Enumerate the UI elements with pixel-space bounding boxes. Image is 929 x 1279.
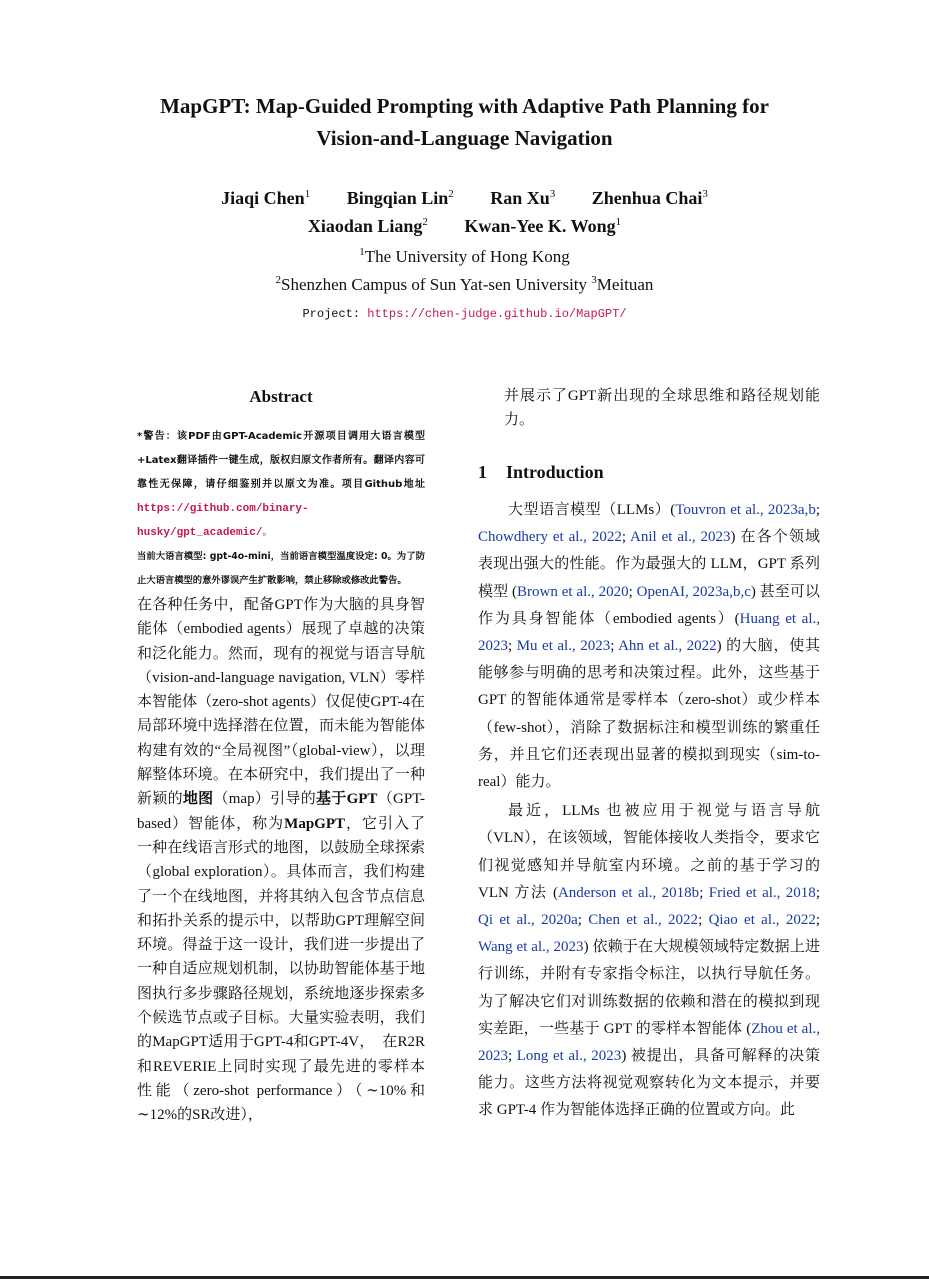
paper-title	[0, 90, 929, 154]
author: Jiaqi Chen$^1$	[221, 188, 311, 208]
citation[interactable]: Qi et al., 2020a	[478, 912, 578, 929]
affiliation-1: $^1$The University of Hong Kong	[359, 246, 570, 266]
project-link[interactable]: https://chen-judge.github.io/MapGPT/	[367, 307, 627, 321]
translation-warning: *警告：该PDF由GPT-Academic开源项目调用大语言模型+Latex翻译插件一键生成，版权归原文作者所有。翻译内容可靠性无保障，请仔细鉴别并以原文为准。项目Github地址 https://github.com/binary-husky/gpt_academic/。 当前大语言模型: gpt-4o-mini，当前语言模型温度设定: 0。为了防止大语言模型的意外谬误产生扩散影响，禁止移除或修改此警告。	[137, 431, 425, 586]
citation[interactable]: Anil et al., 2023	[630, 529, 731, 546]
title-line-2: Vision-and-Language Navigation	[316, 126, 613, 150]
right-column	[478, 384, 820, 1125]
abstract-body: 在各种任务中，配备GPT作为大脑的具身智能体（embodied agents）展现了卓越的决策和泛化能力。然而，现有的视觉与语言导航（vision-and-language navigation, VLN）零样本智能体（zero-shot agents）仅促使GPT-4在局部环境中选择潜在位置，而未能为智能体构建有效的“全局视图”（global-view），以理解整体环境。在本研究中，我们提出了一种新颖的地图（map）引导的基于GPT（GPT-based）智能体，称为MapGPT，它引入了一种在线语言形式的地图，以鼓励全球探索（global exploration）。具体而言，我们构建了一个在线地图，并将其纳入包含节点信息和拓扑关系的提示中，以帮助GPT理解空间环境。得益于这一设计，我们进一步提出了一种自适应规划机制，以协助智能体基于地图执行多步骤路径规划，系统地逐步探索多个候选节点或子目标。大量实验表明，我们的MapGPT适用于GPT-4和GPT-4V， 在R2R和REVERIE上同时实现了最先进的零样本性能（zero-shot performance）（∼10%和∼12%的SR改进），	[137, 597, 425, 1124]
affiliation-2-3: $^2$Shenzhen Campus of Sun Yat-sen University $^3$Meituan	[275, 274, 654, 294]
abstract-heading: Abstract	[249, 387, 313, 406]
citation[interactable]: Mu et al., 2023	[516, 638, 611, 655]
author: Kwan-Yee K. Wong$^1$	[464, 216, 622, 236]
intro-paragraph-2: 最近，LLMs 也被应用于视觉与语言导航（VLN），在该领域，智能体接收人类指令，要求它们视觉感知并导航室内环境。之前的基于学习的 VLN 方法 (Anderson et al., 2018b; Fried et al., 2018; Qi et al., 2020a; Chen et al., 2022; Qiao et al., 2022; Wang et al., 2023) 依赖于在大规模领域特定数据上进行训练，并附有专家指令标注，以执行导航任务。为了解决它们对训练数据的依赖和潜在的模拟到现实差距，一些基于 GPT 的零样本智能体 (Zhou et al., 2023; Long et al., 2023) 被提出，具备可解释的决策能力。这些方法将视觉观察转化为文本提示，并要求 GPT-4 作为智能体选择正确的位置或方向。此	[478, 803, 821, 1119]
github-link[interactable]: https://github.com/binary-husky/gpt_academic/	[137, 503, 309, 539]
citation[interactable]: Fried et al., 2018	[708, 884, 816, 901]
citation[interactable]: Huang et al., 2023	[478, 610, 821, 655]
project-line: Project: https://chen-judge.github.io/MapGPT/	[302, 307, 627, 321]
citation[interactable]: Brown et al., 2020	[517, 583, 629, 600]
citation[interactable]: OpenAI, 2023a,b,c	[636, 583, 751, 600]
citation[interactable]: Touvron et al., 2023a,b	[675, 502, 816, 518]
citation[interactable]: Qiao et al., 2022	[708, 912, 816, 929]
citation[interactable]: Long et al., 2023	[516, 1048, 622, 1065]
citation[interactable]: Ahn et al., 2022	[618, 638, 717, 655]
citation[interactable]: Wang et al., 2023	[478, 939, 584, 956]
citation[interactable]: Zhou et al., 2023	[478, 1020, 820, 1065]
abstract-continuation: 并展示了GPT新出现的全球思维和路径规划能力。	[504, 388, 820, 428]
intro-paragraph-1: 大型语言模型（LLMs）(Touvron et al., 2023a,b; Chowdhery et al., 2022; Anil et al., 2023) 在各个领域表现出强大的性能。作为最强大的 LLM，GPT 系列模型 (Brown et al., 2020; OpenAI, 2023a,b,c) 甚至可以作为具身智能体（embodied agents）(Huang et al., 2023; Mu et al., 2023; Ahn et al., 2022) 的大脑，使其能够参与明确的思考和决策过程。此外，这些基于 GPT 的智能体通常是零样本（zero-shot）或少样本（few-shot），消除了数据标注和模型训练的繁重任务，并且它们还表现出显著的模拟到现实（sim-to-real）能力。	[478, 502, 821, 791]
author: Bingqian Lin$^2$	[346, 188, 454, 208]
citation[interactable]: Anderson et al., 2018b	[557, 884, 700, 901]
author: Xiaodan Liang$^2$	[307, 216, 428, 236]
author: Ran Xu$^3$	[490, 188, 556, 208]
citation[interactable]: Chen et al., 2022	[588, 912, 699, 929]
author-line-2	[0, 216, 929, 237]
title-line-1: MapGPT: Map-Guided Prompting with Adaptive Path Planning for	[160, 94, 769, 118]
left-column	[137, 384, 425, 1128]
author: Zhenhua Chai$^3$	[591, 188, 708, 208]
section-heading-introduction: 1 Introduction	[478, 462, 604, 482]
author-line-1	[0, 188, 929, 209]
model-info: 当前大语言模型: gpt-4o-mini，当前语言模型温度设定: 0。为了防止大语言模型的意外谬误产生扩散影响，禁止移除或修改此警告。	[137, 551, 425, 586]
citation[interactable]: Chowdhery et al., 2022	[478, 529, 622, 546]
